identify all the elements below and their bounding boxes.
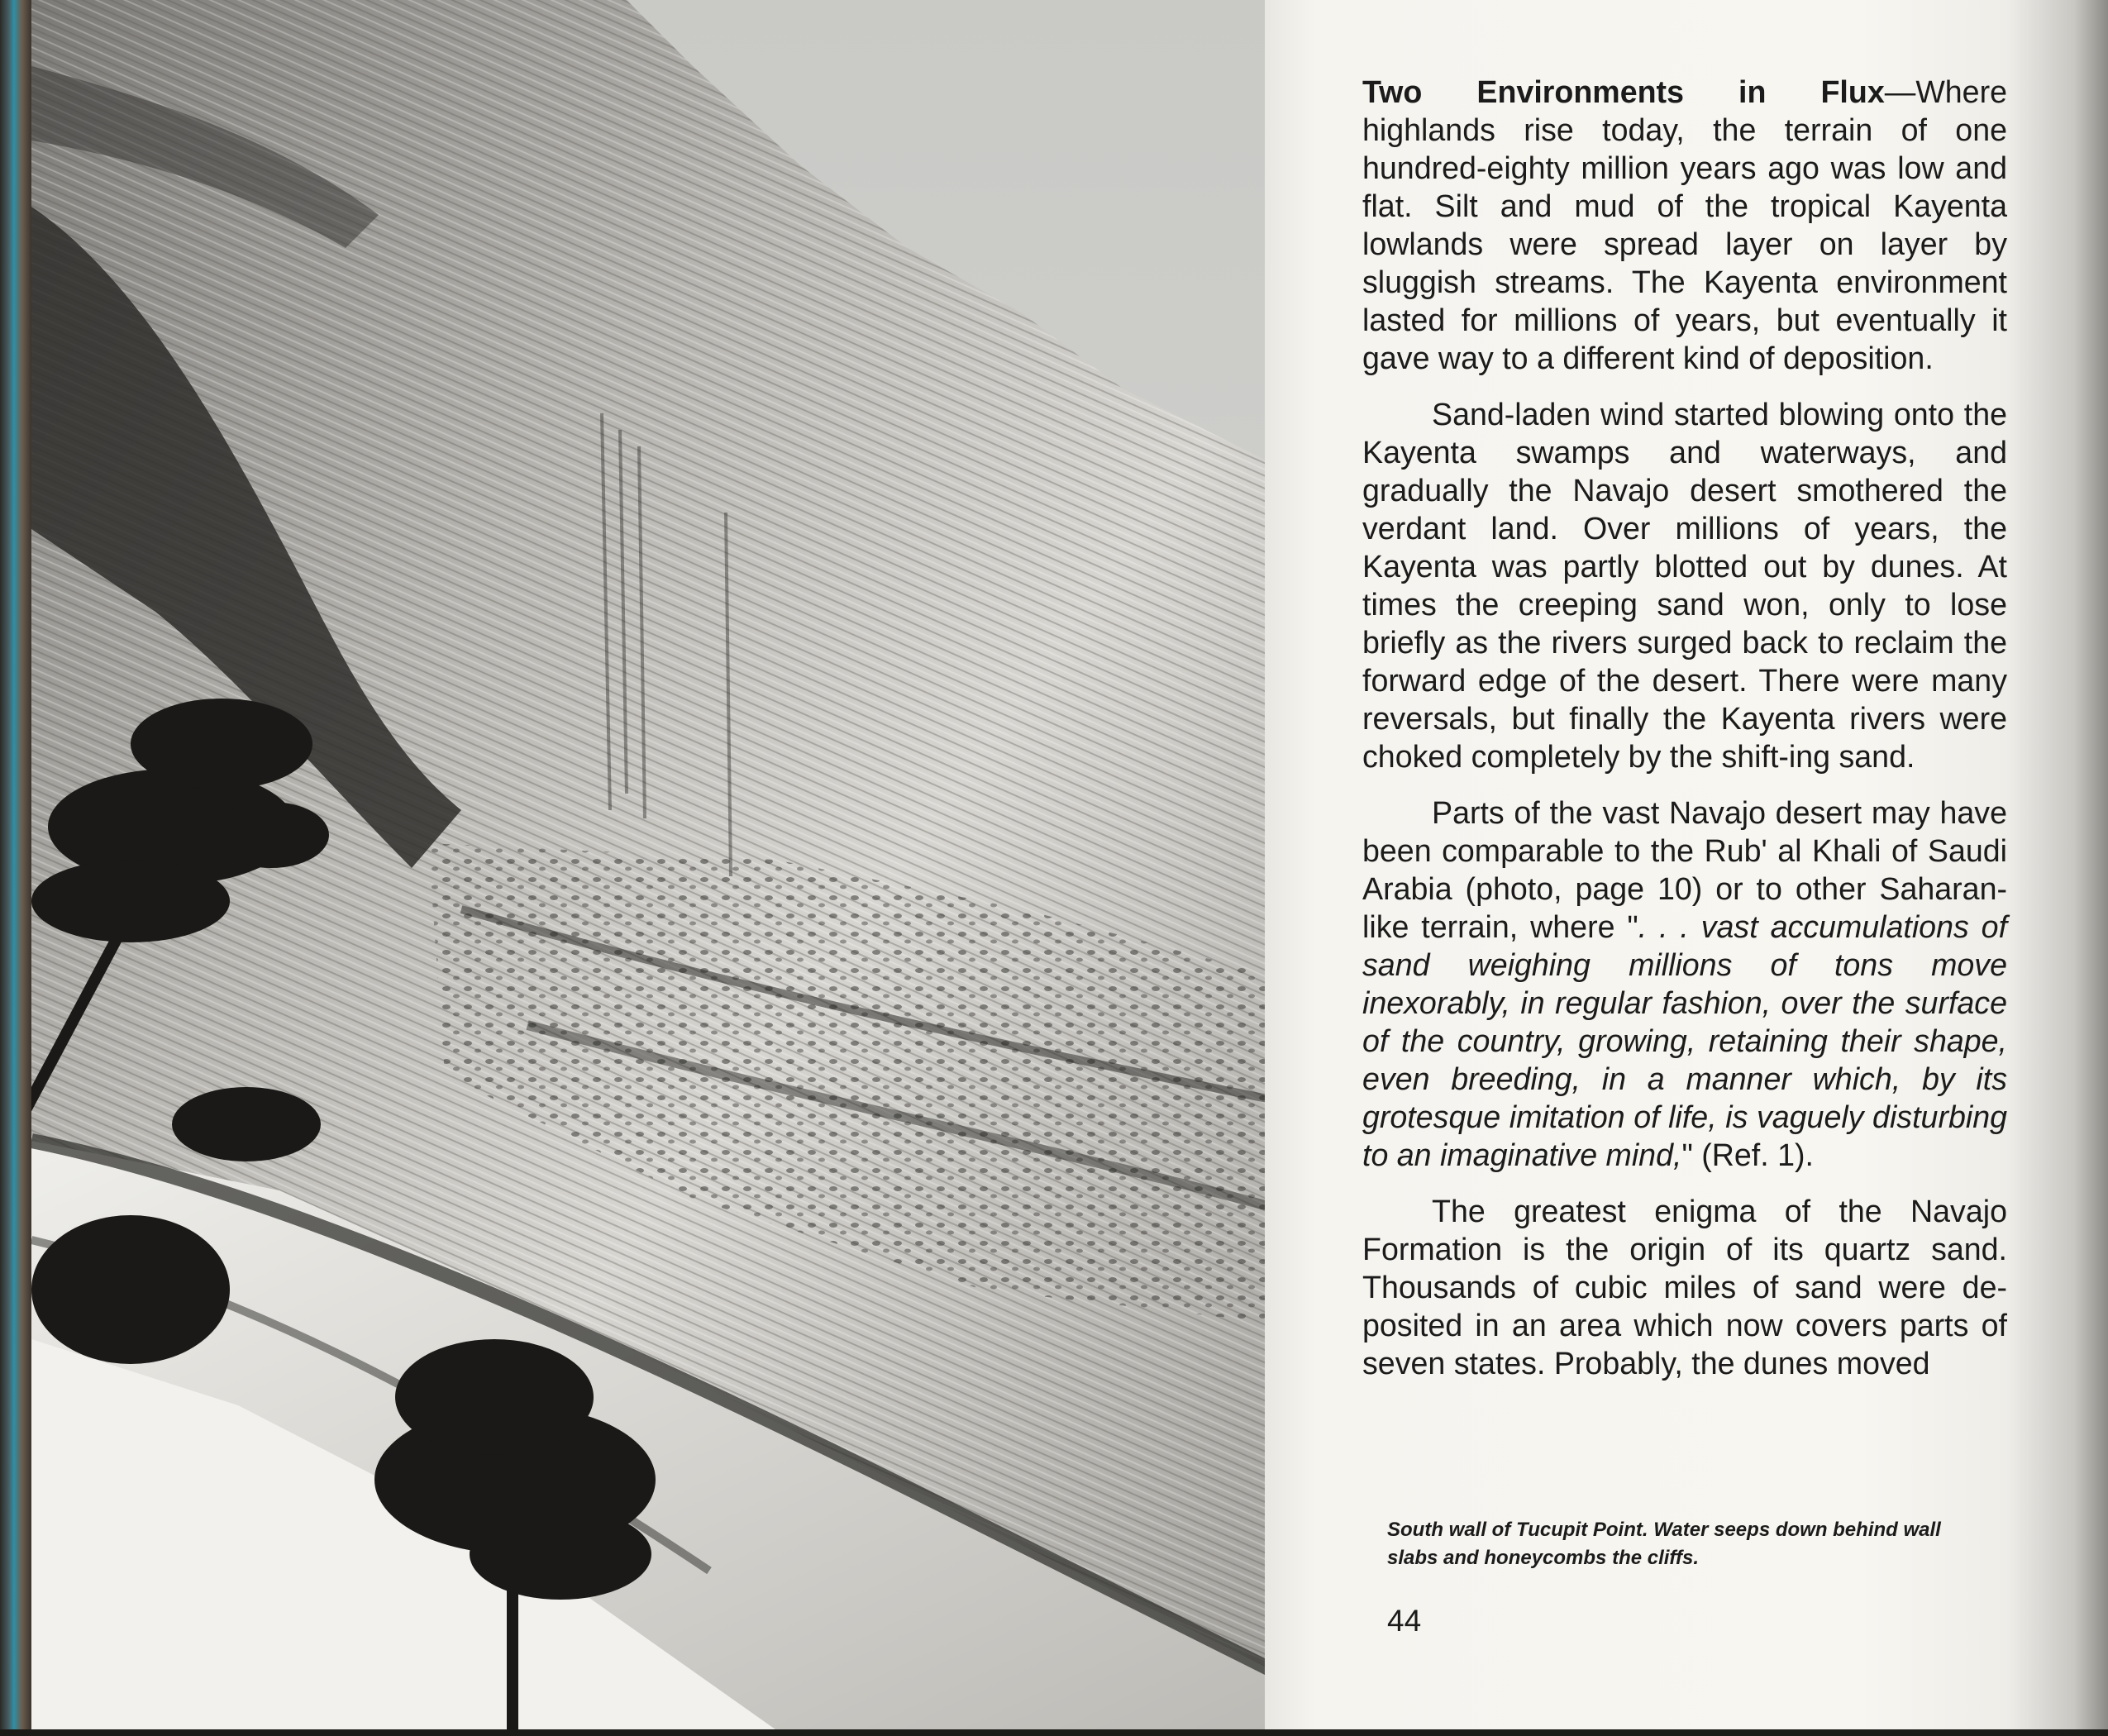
paragraph-text: Parts of the vast Navajo desert may have been comparable to the Rub' al Khali of Saudi Arabia (photo, page 10) or to other Saharan-like terrain, where " bbox=[1362, 795, 2007, 944]
run-in-heading: Two Environments in Flux bbox=[1362, 74, 1885, 109]
citation: " (Ref. 1). bbox=[1681, 1137, 1814, 1172]
text-page bbox=[1265, 0, 2108, 1729]
paragraph bbox=[1362, 794, 2007, 1174]
paragraph bbox=[1362, 73, 2007, 377]
cliff-photograph bbox=[31, 0, 1271, 1729]
paragraph: The greatest enigma of the Navajo Formation is the origin of its quartz sand. Thousands of cubic miles of sand were de-posited in an area which now covers parts of seven states. Probably, the dunes moved bbox=[1362, 1194, 2007, 1381]
paragraph-text: —Where highlands rise today, the terrain of one hundred-eighty million years ago was low and flat. Silt and mud of the tropical Kayenta lowlands were spread layer on layer by sluggish streams. The Kayenta environment lasted for millions of years, but eventually it gave way to a different kind of deposition. bbox=[1362, 74, 2007, 375]
paragraph: Sand-laden wind started blowing onto the Kayenta swamps and waterways, and gradually the Navajo desert smothered the verdant land. Over millions of years, the Kayenta was partly blotted out by dunes. At times the creeping sand won, only to lose briefly as the rivers surged back to reclaim the forward edge of the desert. There were many reversals, but finally the Kayenta rivers were choked completely by the shift-ing sand. bbox=[1362, 397, 2007, 774]
body-text bbox=[1362, 73, 2007, 1400]
photo-caption: South wall of Tucupit Point. Water seeps down behind wall slabs and honeycombs the cliffs. bbox=[1387, 1519, 1941, 1569]
page-number: 44 bbox=[1387, 1604, 1422, 1638]
quotation: . . . vast accumulations of sand weighing millions of tons move inexorably, in regular fashion, over the surface of the country, growing, retaining their shape, even breeding, in a manner which, by its grotesque imitation of life, is vaguely disturbing to an imaginative mind, bbox=[1362, 909, 2008, 1172]
bottom-edge bbox=[0, 1729, 2108, 1736]
